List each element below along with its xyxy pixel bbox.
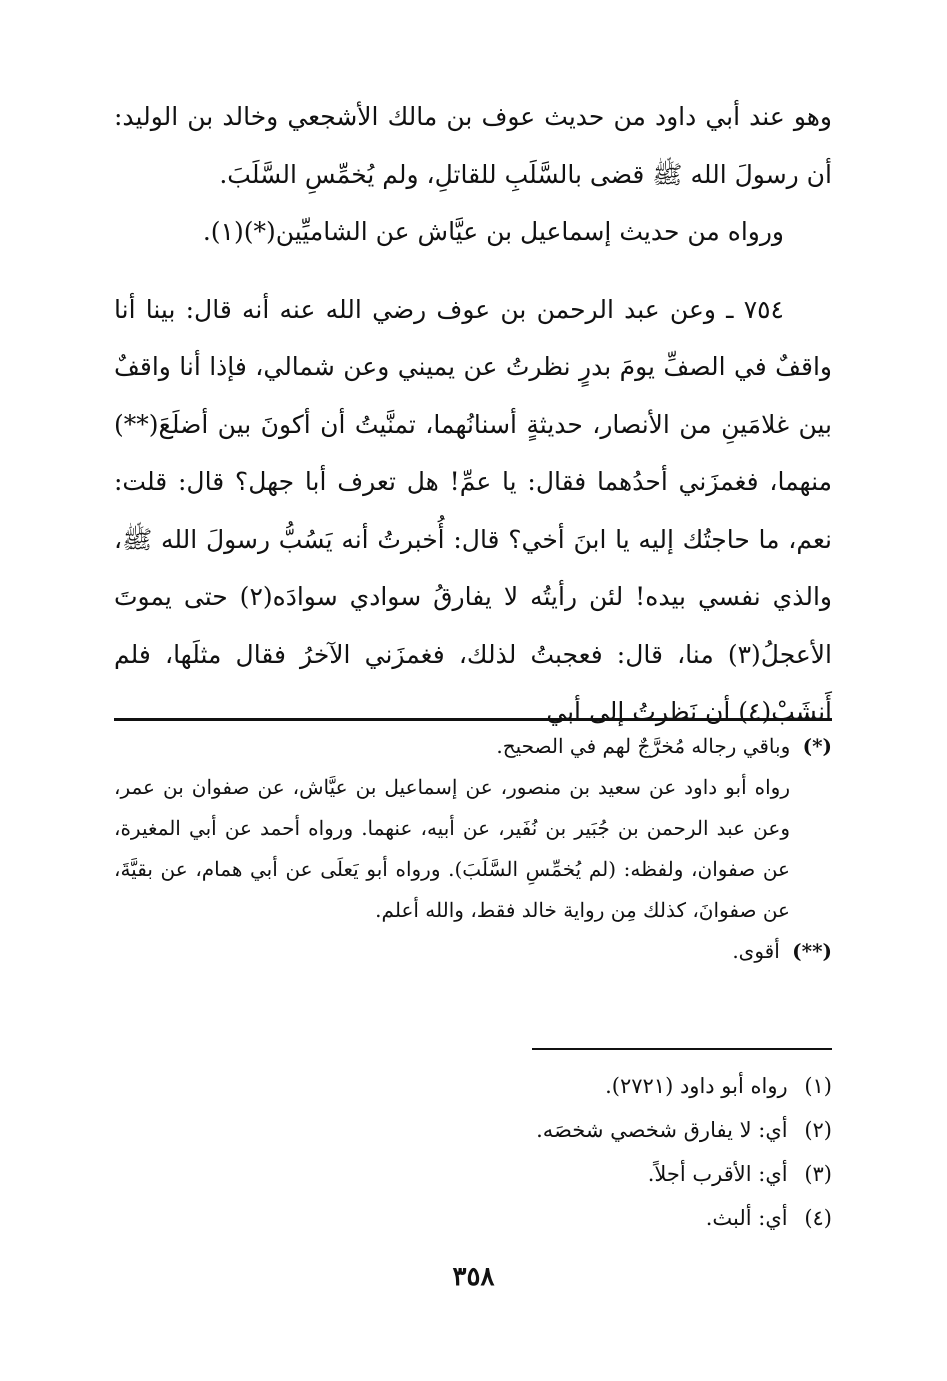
footnote-number: (١) [804,1074,832,1098]
footnote-number: (٢) [804,1118,832,1142]
notes-separator [114,718,832,721]
note-double-star [114,931,832,972]
paragraph-hadith-754: ٧٥٤ ـ وعن عبد الرحمن بن عوف رضي الله عنه أنه قال: بينا أنا واقفٌ في الصفِّ يومَ بدرٍ نظرتُ عن يميني وعن شمالي، فإذا أنا واقفٌ بين غلامَينِ من الأنصار، حديثةٍ أسنانُهما، تمنَّيتُ أن أكونَ بين أضلَعَ(**) منهما، فغمزَني أحدُهما فقال: يا عمِّ! هل تعرف أبا جهل؟ قال: قلت: نعم، ما حاجتُك إليه يا ابنَ أخي؟ قال: أُخبرتُ أنه يَسُبُّ رسولَ الله ﷺ، والذي نفسي بيده! لئن رأيتُه لا يفارقُ سوادي سوادَه(٢) حتى يموتَ الأعجلُ(٣) منا، قال: فعجبتُ لذلك، فغمزَني الآخرُ فقال مثلَها، فلم أَنشَبْ(٤) أن نَظرتُ إلى أبي [114,294,833,726]
note-text: أقوى. [732,939,780,963]
editor-notes [114,726,832,972]
page-number: ٣٥٨ [452,1262,495,1292]
paragraph-narration-note: ورواه من حديث إسماعيل بن عيَّاش عن الشاميِّين(*)(١). [202,217,784,246]
footnote-2 [114,1108,832,1152]
footnote-text: أي: الأقرب أجلاً. [647,1162,788,1186]
footnotes-separator [532,1048,832,1050]
footnote-text: أي: لا يفارق شخصي شخصَه. [536,1118,788,1142]
note-marker: (**) [792,939,832,963]
main-text [114,88,832,741]
footnote-number: (٤) [804,1206,832,1230]
paragraph-continuation: وهو عند أبي داود من حديث عوف بن مالك الأشجعي وخالد بن الوليد: أن رسولَ الله ﷺ قضى بالسَّلَبِ للقاتلِ، ولم يُخمِّسِ السَّلَبَ. [114,102,832,189]
footnote-1 [114,1064,832,1108]
note-single-star-continuation: رواه أبو داود عن سعيد بن منصور، عن إسماعيل بن عيَّاش، عن صفوان بن عمر، وعن عبد الرحمن بن جُبَير بن نُفَير، عن أبيه، عنهما. ورواه أحمد عن أبي المغيرة، عن صفوان، ولفظه: (لم يُخمِّسِ السَّلَبَ). ورواه أبو يَعلَى عن أبي همام، عن بقيَّةَ، عن صفوانَ، كذلك مِن رواية خالد فقط، والله أعلم. [114,775,790,922]
footnote-number: (٣) [804,1162,832,1186]
note-single-star [114,726,832,767]
footnote-text: أي: ألبث. [705,1206,788,1230]
note-marker: (*) [802,734,832,758]
footnote-text: رواه أبو داود (٢٧٢١). [605,1074,788,1098]
footnotes [114,1064,832,1240]
note-text: وباقي رجاله مُخرَّجٌ لهم في الصحيح. [496,734,791,758]
footnote-4 [114,1196,832,1240]
footnote-3 [114,1152,832,1196]
